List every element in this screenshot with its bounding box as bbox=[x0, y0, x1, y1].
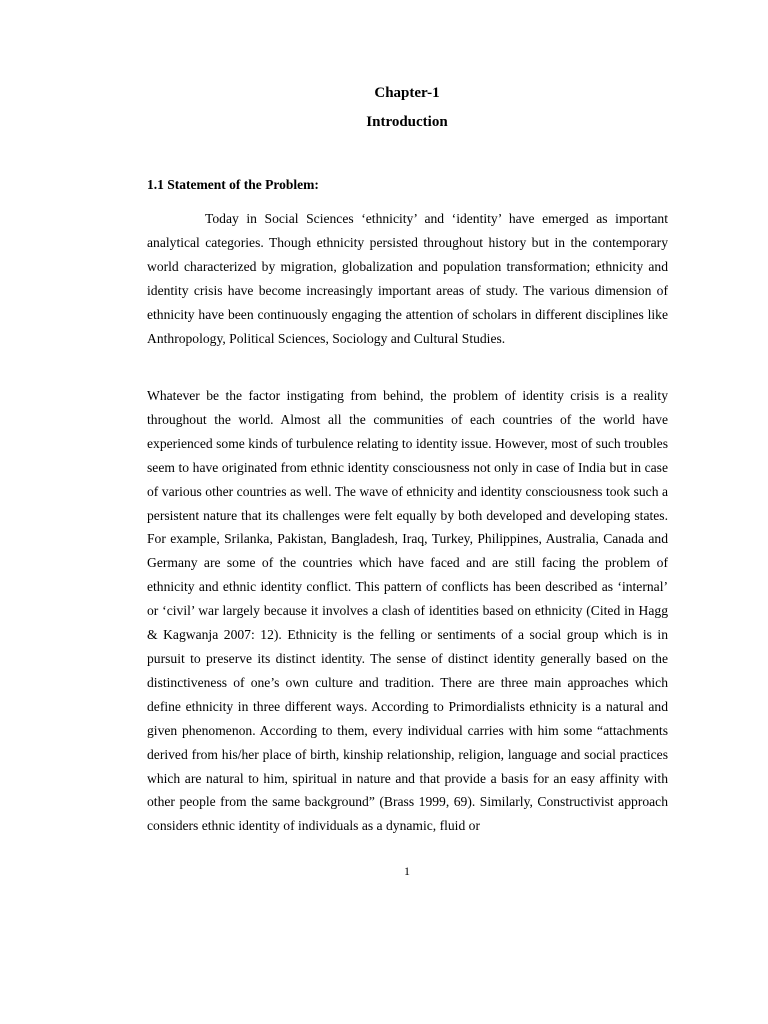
section-heading: 1.1 Statement of the Problem: bbox=[147, 177, 319, 192]
chapter-title: Introduction bbox=[366, 114, 448, 130]
body-paragraph-2: Whatever be the factor instigating from behind, the problem of identity crisis is a reality throughout the world. Almost all the communities of each countries of the world have experienced some kinds of turbulence relating to identity issue. However, most of such troubles seem to have originated from ethnic identity consciousness not only in case of India but in case of various other countries as well. The wave of ethnicity and identity consciousness took such a persistent nature that its challenges were felt equally by both developed and developing states. For example, Srilanka, Pakistan, Bangladesh, Iraq, Turkey, Philippines, Australia, Canada and Germany are some of the countries which have faced and are still facing the problem of ethnicity and ethnic identity conflict. This pattern of conflicts has been described as ‘internal’ or ‘civil’ war largely because it involves a clash of identities based on ethnicity (Cited in Hagg & Kagwanja 2007: 12). Ethnicity is the felling or sentiments of a social group which is in pursuit to preserve its distinct identity. The sense of distinct identity generally based on the distinctiveness of one’s own culture and tradition. There are three main approaches which define ethnicity in three different ways. According to Primordialists ethnicity is a natural and given phenomenon. According to them, every individual carries with him some “attachments derived from his/her place of birth, kinship relationship, religion, language and social practices which are natural to him, spiritual in nature and that provide a basis for an easy affinity with other people from the same background” (Brass 1999, 69). Similarly, Constructivist approach considers ethnic identity of individuals as a dynamic, fluid or bbox=[147, 388, 668, 834]
chapter-heading: Chapter-1 bbox=[374, 85, 440, 101]
page-number: 1 bbox=[404, 864, 410, 878]
body-paragraph-1: Today in Social Sciences ‘ethnicity’ and ‘identity’ have emerged as important analytical categories. Though ethnicity persisted throughout history but in the contemporary world characterized by migration, globalization and population transformation; ethnicity and identity crisis have become increasingly important areas of study. The various dimension of ethnicity have been continuously engaging the attention of scholars in different disciplines like Anthropology, Political Sciences, Sociology and Cultural Studies. bbox=[147, 211, 668, 346]
